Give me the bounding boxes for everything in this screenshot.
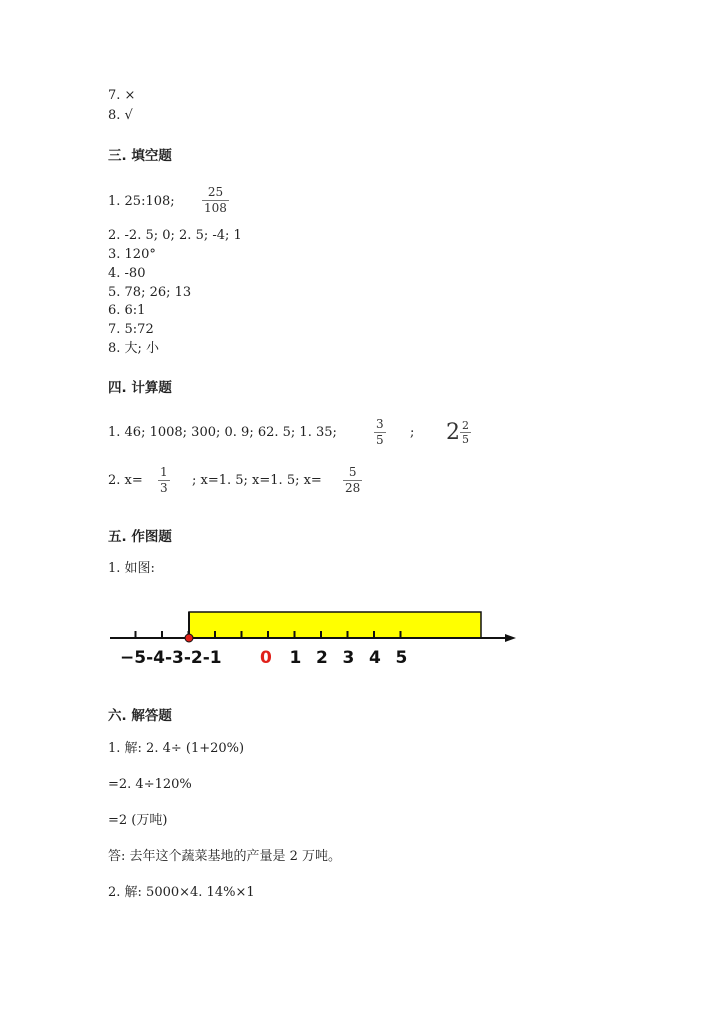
origin-label: 0 — [260, 648, 272, 668]
axis-arrow-icon — [505, 634, 516, 642]
fraction-3-over-5 — [374, 418, 386, 447]
answer-item-7: 7. × — [108, 88, 136, 103]
calculation-separator: ; — [410, 425, 415, 440]
solution-q1-line3: =2 (万吨) — [108, 813, 168, 828]
fraction-numerator: 25 — [207, 185, 224, 199]
fill-blank-q2: 2. -2. 5; 0; 2. 5; -4; 1 — [108, 228, 242, 243]
section-heading-fill-blank: 三. 填空题 — [108, 148, 172, 164]
drawing-q1: 1. 如图: — [108, 561, 155, 576]
fill-blank-q3: 3. 120° — [108, 247, 156, 262]
fraction-denominator: 5 — [376, 433, 384, 447]
fraction-denominator: 5 — [462, 433, 469, 446]
fill-blank-q8: 8. 大; 小 — [108, 341, 160, 356]
fill-blank-q4: 4. -80 — [108, 266, 146, 281]
tick-label: 5 — [395, 648, 408, 668]
fraction-denominator: 28 — [345, 481, 361, 495]
section-heading-solutions: 六. 解答题 — [108, 708, 172, 724]
fraction-numerator: 5 — [348, 465, 357, 479]
fraction-25-over-108 — [202, 186, 229, 215]
calculation-q2-middle: ; x=1. 5; x=1. 5; x= — [192, 473, 322, 488]
fraction-numerator: 2 — [462, 419, 469, 432]
fraction-1-over-3 — [158, 466, 170, 495]
mixed-number-2-2-5 — [446, 420, 471, 445]
fraction-denominator: 3 — [160, 481, 168, 495]
open-endpoint-marker — [185, 634, 193, 642]
mixed-whole: 2 — [446, 419, 460, 445]
positive-tick-labels — [290, 648, 408, 668]
solution-q1-line1: 1. 解: 2. 4÷ (1+20%) — [108, 741, 245, 756]
fill-blank-q1: 1. 25:108; — [108, 194, 175, 209]
answer-item-8: 8. √ — [108, 108, 133, 123]
shaded-solution-region — [189, 612, 481, 638]
fraction-5-over-28 — [343, 466, 362, 495]
fill-blank-q5: 5. 78; 26; 13 — [108, 285, 192, 300]
fraction-denominator: 108 — [204, 201, 227, 215]
solution-q1-answer: 答: 去年这个蔬菜基地的产量是 2 万吨。 — [108, 849, 342, 864]
section-heading-calculation: 四. 计算题 — [108, 380, 172, 396]
calculation-q2-start: 2. x= — [108, 473, 143, 488]
number-line-figure — [100, 600, 530, 672]
tick-label: 1 — [289, 648, 302, 668]
solution-q1-line2: =2. 4÷120% — [108, 777, 192, 792]
negative-tick-labels: −5-4-3-2-1 — [120, 648, 222, 668]
tick-label: 2 — [316, 648, 328, 668]
tick-label: 4 — [369, 648, 381, 668]
fill-blank-q7: 7. 5:72 — [108, 322, 154, 337]
calculation-q1: 1. 46; 1008; 300; 0. 9; 62. 5; 1. 35; — [108, 425, 337, 440]
fill-blank-q6: 6. 6:1 — [108, 303, 146, 318]
fraction-numerator: 3 — [376, 417, 384, 431]
fraction-numerator: 1 — [160, 465, 168, 479]
solution-q2-line1: 2. 解: 5000×4. 14%×1 — [108, 885, 255, 900]
section-heading-drawing: 五. 作图题 — [108, 529, 172, 545]
tick-label: 3 — [342, 648, 355, 668]
mixed-fraction — [460, 420, 471, 445]
